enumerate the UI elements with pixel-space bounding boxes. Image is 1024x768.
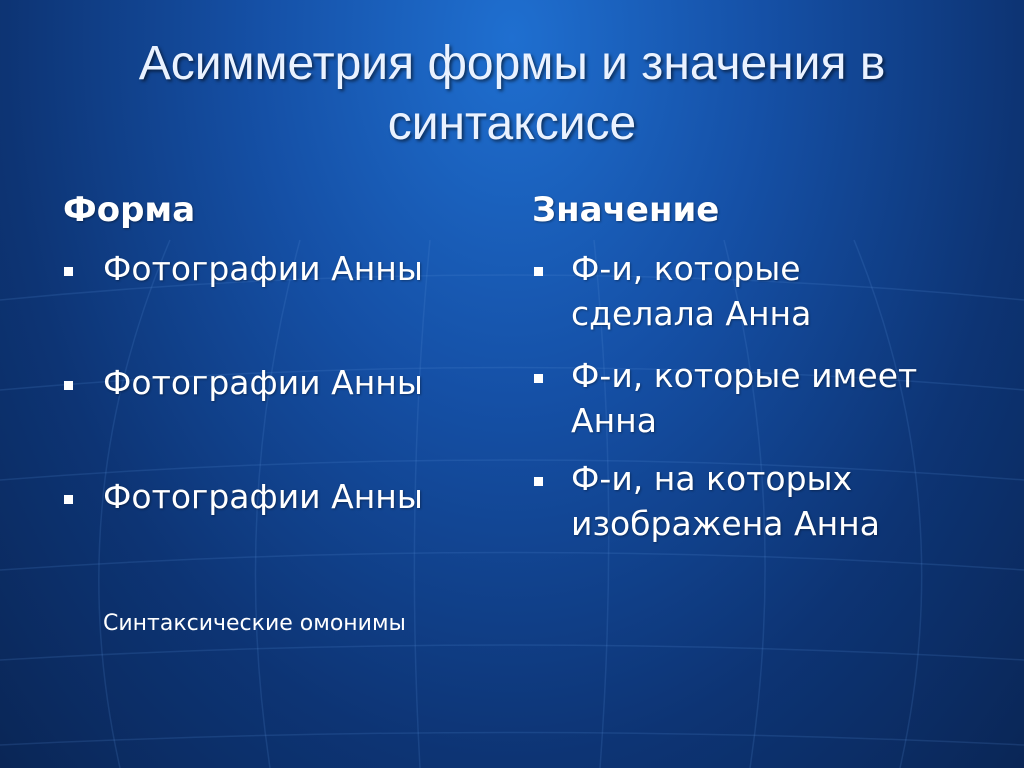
form-column-heading: Форма [63,190,196,230]
meaning-item-1: Ф-и, которые сделала Анна [571,249,812,333]
meaning-column-heading: Значение [532,190,720,230]
form-item-3: Фотографии Анны [103,477,423,516]
bullet-icon [64,495,73,504]
syntactic-homonyms-note: Синтаксические омонимы [103,611,406,636]
meaning-item-3: Ф-и, на которых изображена Анна [571,459,880,543]
bullet-icon [64,267,73,276]
form-item-2: Фотографии Анны [103,363,423,402]
bullet-icon [534,477,543,486]
meaning-item-2: Ф-и, которые имеет Анна [571,356,918,440]
form-item-1: Фотографии Анны [103,249,423,288]
bullet-icon [534,267,543,276]
slide-title: Асимметрия формы и значения в синтаксисе [138,37,886,150]
bullet-icon [534,374,543,383]
bullet-icon [64,381,73,390]
